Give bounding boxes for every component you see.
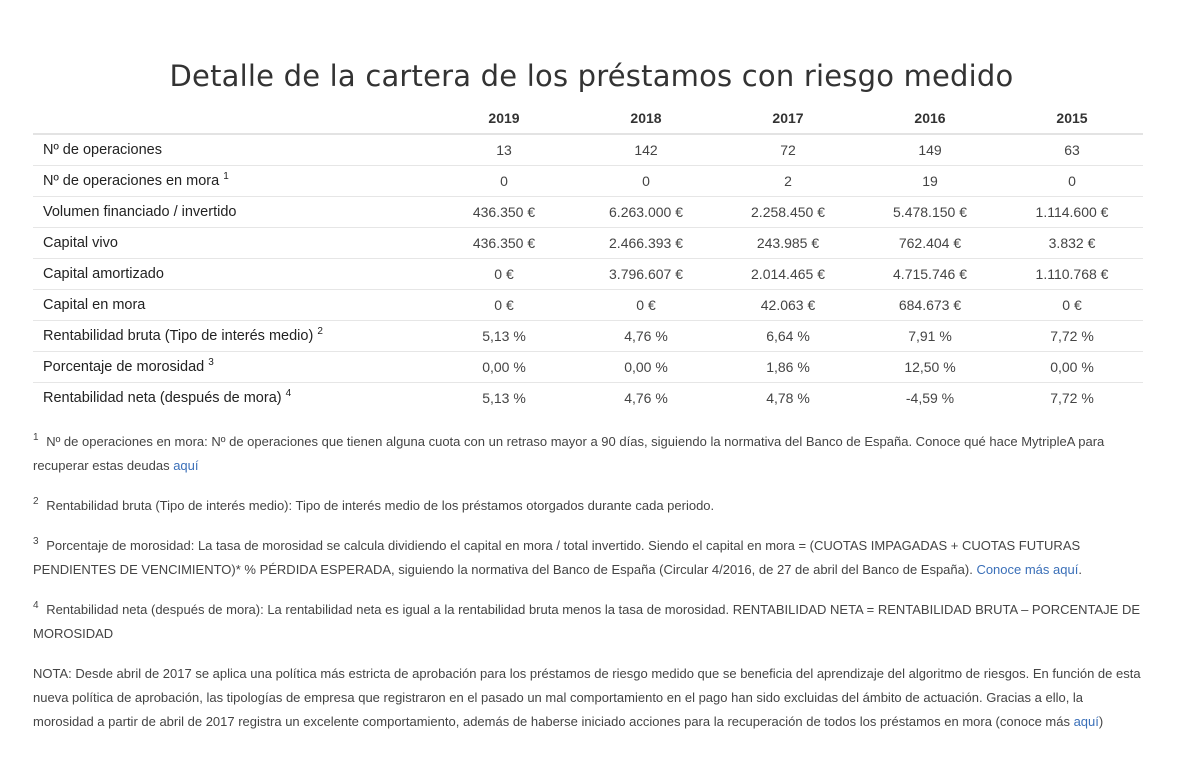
table-cell: 0 € xyxy=(1001,290,1143,321)
table-cell: 0 xyxy=(433,166,575,197)
footnote-number: 4 xyxy=(33,600,39,611)
table-cell: 0 € xyxy=(575,290,717,321)
header-year: 2016 xyxy=(859,102,1001,134)
table-cell: 4.715.746 € xyxy=(859,259,1001,290)
table-cell: 0 € xyxy=(433,290,575,321)
header-label-column xyxy=(33,102,433,134)
table-cell: 436.350 € xyxy=(433,197,575,228)
table-row xyxy=(33,134,1143,166)
row-label-text: Nº de operaciones xyxy=(43,142,162,158)
footnote-4 xyxy=(33,598,1145,646)
table-cell: 1.114.600 € xyxy=(1001,197,1143,228)
table-cell: 7,72 % xyxy=(1050,390,1094,406)
row-label xyxy=(33,228,433,259)
nota-text-end: ) xyxy=(1098,714,1104,729)
row-label xyxy=(33,321,433,352)
table-cell: 436.350 € xyxy=(433,228,575,259)
footnotes xyxy=(33,430,1145,750)
footnote-marker: 1 xyxy=(223,171,229,182)
table-cell: 0,00 % xyxy=(1001,352,1143,383)
table-cell: 5,13 % xyxy=(482,390,526,406)
table-cell: 2.466.393 € xyxy=(575,228,717,259)
table-cell: 2 xyxy=(717,166,859,197)
recover-debts-link[interactable]: aquí xyxy=(173,458,199,473)
row-label xyxy=(33,134,433,166)
learn-more-link[interactable]: Conoce más aquí xyxy=(976,562,1079,577)
table-row xyxy=(33,228,1143,259)
table-cell: 5,13 % xyxy=(433,321,575,352)
table-cell: 0,00 % xyxy=(575,352,717,383)
table-cell: 72 xyxy=(717,134,859,166)
nota-paragraph xyxy=(33,662,1145,734)
header-year: 2019 xyxy=(433,102,575,134)
table-cell: 4,76 % xyxy=(624,390,668,406)
table-cell: 762.404 € xyxy=(859,228,1001,259)
footnote-number: 3 xyxy=(33,536,39,547)
table-cell: 1,86 % xyxy=(717,352,859,383)
recovery-actions-link[interactable]: aquí xyxy=(1073,714,1099,729)
footnote-text: Porcentaje de morosidad: La tasa de morosidad se calcula dividiendo el capital en mora / total invertido. Siendo el capital en mora = (CUOTAS IMPAGADAS + CUOTAS FUTURAS PENDIENTES DE VENCIMIENTO)* % PÉRDIDA ESPERADA, siguiendo la normativa del Banco de España (Circular 4/2016, de 27 de abril del Banco de España). xyxy=(33,538,1081,577)
table-cell: 0 xyxy=(1001,166,1143,197)
row-label-text: Nº de operaciones en mora xyxy=(43,173,220,189)
table-cell: 6,64 % xyxy=(717,321,859,352)
table-row xyxy=(33,383,1143,414)
footnote-text: Rentabilidad bruta (Tipo de interés medio): Tipo de interés medio de los préstamos otorgados durante cada periodo. xyxy=(46,498,715,513)
footnote-3 xyxy=(33,534,1145,582)
table-cell: 4,76 % xyxy=(575,321,717,352)
row-label-text: Capital amortizado xyxy=(43,266,164,282)
table-cell: 0,00 % xyxy=(433,352,575,383)
table-cell: 0 € xyxy=(433,259,575,290)
table-cell: 12,50 % xyxy=(859,352,1001,383)
row-label xyxy=(33,383,433,414)
footnote-text: Nº de operaciones en mora: Nº de operaciones que tienen alguna cuota con un retraso mayor a 90 días, siguiendo la normativa del Banco de España. Conoce qué hace MytripleA para recuperar estas deudas xyxy=(33,434,1105,473)
table-cell: -4,59 % xyxy=(905,390,955,406)
row-label xyxy=(33,197,433,228)
table-cell: 684.673 € xyxy=(859,290,1001,321)
table-cell: 243.985 € xyxy=(717,228,859,259)
table-cell: 2.258.450 € xyxy=(717,197,859,228)
footnote-2 xyxy=(33,494,1145,518)
header-year: 2018 xyxy=(575,102,717,134)
row-label-text: Rentabilidad neta (después de mora) xyxy=(43,390,282,406)
table-cell: 13 xyxy=(433,134,575,166)
row-label-text: Porcentaje de morosidad xyxy=(43,359,205,375)
table-row xyxy=(33,290,1143,321)
portfolio-table xyxy=(33,102,1143,413)
table-cell: 149 xyxy=(859,134,1001,166)
table-cell: 42.063 € xyxy=(717,290,859,321)
table-cell: 63 xyxy=(1001,134,1143,166)
page-title: Detalle de la cartera de los préstamos con riesgo medido xyxy=(169,59,1014,94)
table-cell: 6.263.000 € xyxy=(575,197,717,228)
row-label-text: Capital en mora xyxy=(43,297,146,313)
table-cell: 4,78 % xyxy=(766,390,810,406)
nota-text: NOTA: Desde abril de 2017 se aplica una política más estricta de aprobación para los préstamos de riesgo medido que se beneficia del aprendizaje del algoritmo de riesgos. En función de esta nueva política de aprobación, las tipologías de empresa que registraron en el pasado un mal comportamiento en el pago han sido excluidas del ámbito de actuación. Gracias a ello, la morosidad a partir de abril de 2017 registra un excelente comportamiento, además de haberse iniciado acciones para la recuperación de todos los préstamos en mora (conoce más xyxy=(33,666,1141,729)
row-label xyxy=(33,352,433,383)
table-cell: 19 xyxy=(859,166,1001,197)
footnote-text-end: . xyxy=(1078,562,1082,577)
table-cell: 7,72 % xyxy=(1001,321,1143,352)
footnote-text: Rentabilidad neta (después de mora): La rentabilidad neta es igual a la rentabilidad bruta menos la tasa de morosidad. RENTABILIDAD NETA = RENTABILIDAD BRUTA – PORCENTAJE DE MOROSIDAD xyxy=(33,602,1141,641)
table-header-row xyxy=(33,102,1143,134)
header-year: 2015 xyxy=(1001,102,1143,134)
row-label xyxy=(33,290,433,321)
row-label-text: Rentabilidad bruta (Tipo de interés medio) xyxy=(43,328,314,344)
footnote-number: 1 xyxy=(33,432,39,443)
table-cell: 2.014.465 € xyxy=(717,259,859,290)
row-label xyxy=(33,166,433,197)
table-cell: 3.796.607 € xyxy=(575,259,717,290)
table-row xyxy=(33,197,1143,228)
footnote-1 xyxy=(33,430,1145,478)
row-label-text: Capital vivo xyxy=(43,235,118,251)
footnote-marker: 4 xyxy=(285,388,292,399)
footnote-number: 2 xyxy=(33,496,39,507)
table-cell: 3.832 € xyxy=(1001,228,1143,259)
table-cell: 0 xyxy=(575,166,717,197)
table-cell: 142 xyxy=(575,134,717,166)
table-row xyxy=(33,166,1143,197)
table-cell: 5.478.150 € xyxy=(859,197,1001,228)
row-label xyxy=(33,259,433,290)
row-label-text: Volumen financiado / invertido xyxy=(43,204,237,220)
table-row xyxy=(33,259,1143,290)
header-year: 2017 xyxy=(717,102,859,134)
table-row xyxy=(33,321,1143,352)
table-body xyxy=(33,134,1143,413)
table-cell: 1.110.768 € xyxy=(1001,259,1143,290)
table-cell: 7,91 % xyxy=(859,321,1001,352)
footnote-marker: 3 xyxy=(208,357,214,368)
footnote-marker: 2 xyxy=(317,326,323,337)
table-row xyxy=(33,352,1143,383)
